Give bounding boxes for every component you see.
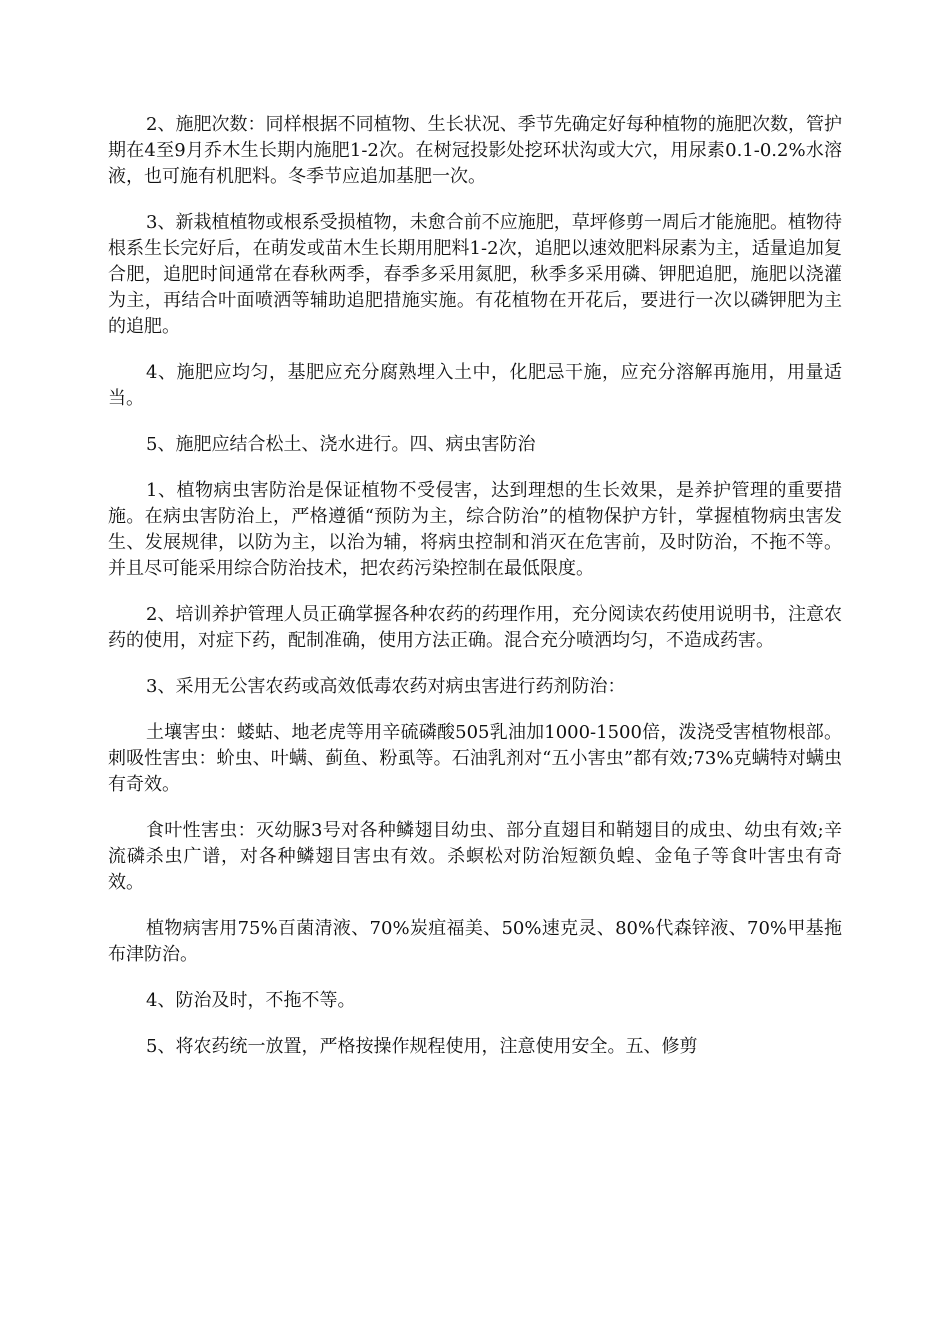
paragraph-pesticide-training: 2、培训养护管理人员正确掌握各种农药的药理作用，充分阅读农药使用说明书，注意农药的使用，对症下药，配制准确，使用方法正确。混合充分喷洒均匀，不造成药害。 (108, 604, 842, 651)
paragraph-low-toxicity-pesticides: 3、采用无公害农药或高效低毒农药对病虫害进行药剂防治： (146, 676, 626, 697)
paragraph-even-fertilizing: 4、施肥应均匀，基肥应充分腐熟埋入土中，化肥忌干施，应充分溶解再施用，用量适当。 (108, 362, 842, 409)
paragraph-leaf-eating-pests: 食叶性害虫：灭幼脲3号对各种鳞翅目幼虫、部分直翅目和鞘翅目的成虫、幼虫有效;辛流磷杀虫广谱，对各种鳞翅目害虫有效。杀螟松对防治短额负蝗、金龟子等食叶害虫有奇效。 (108, 820, 842, 893)
paragraph-pest-control-principle: 1、植物病虫害防治是保证植物不受侵害，达到理想的生长效果，是养护管理的重要措施。在病虫害防治上，严格遵循“预防为主，综合防治”的植物保护方针，掌握植物病虫害发生、发展规律，以防为主，以治为辅，将病虫控制和消灭在危害前，及时防治，不拖不等。并且尽可能采用综合防治技术，把农药污染控制在最低限度。 (108, 480, 842, 579)
document-body (108, 112, 842, 1080)
paragraph-plant-diseases: 植物病害用75%百菌清液、70%炭疽福美、50%速克灵、80%代森锌液、70%甲基拖布津防治。 (108, 918, 842, 965)
paragraph-timely-control: 4、防治及时，不拖不等。 (146, 990, 356, 1011)
paragraph-soil-pests: 土壤害虫：蝼蛄、地老虎等用辛硫磷酸505乳油加1000-1500倍，泼浇受害植物根部。刺吸性害虫：蚧虫、叶螨、蓟鱼、粉虱等。石油乳剂对“五小害虫”都有效;73%克螨特对螨虫有奇效。 (108, 722, 842, 795)
paragraph-new-planting-fertilizing: 3、新栽植植物或根系受损植物，未愈合前不应施肥，草坪修剪一周后才能施肥。植物待根系生长完好后，在萌发或苗木生长期用肥料1-2次，追肥以速效肥料尿素为主，适量追加复合肥，追肥时间通常在春秋两季，春季多采用氮肥，秋季多采用磷、钾肥追肥，施肥以浇灌为主，再结合叶面喷洒等辅助追肥措施实施。有花植物在开花后，要进行一次以磷钾肥为主的追肥。 (108, 212, 842, 337)
paragraph-fertilize-with-loosening: 5、施肥应结合松土、浇水进行。四、病虫害防治 (146, 434, 536, 455)
paragraph-fertilizing-frequency: 2、施肥次数：同样根据不同植物、生长状况、季节先确定好每种植物的施肥次数，管护期在4至9月乔木生长期内施肥1-2次。在树冠投影处挖环状沟或大穴，用尿素0.1-0.2%水溶液，也可施有机肥料。冬季节应追加基肥一次。 (108, 114, 842, 187)
paragraph-pesticide-storage: 5、将农药统一放置，严格按操作规程使用，注意使用安全。五、修剪 (146, 1036, 698, 1057)
